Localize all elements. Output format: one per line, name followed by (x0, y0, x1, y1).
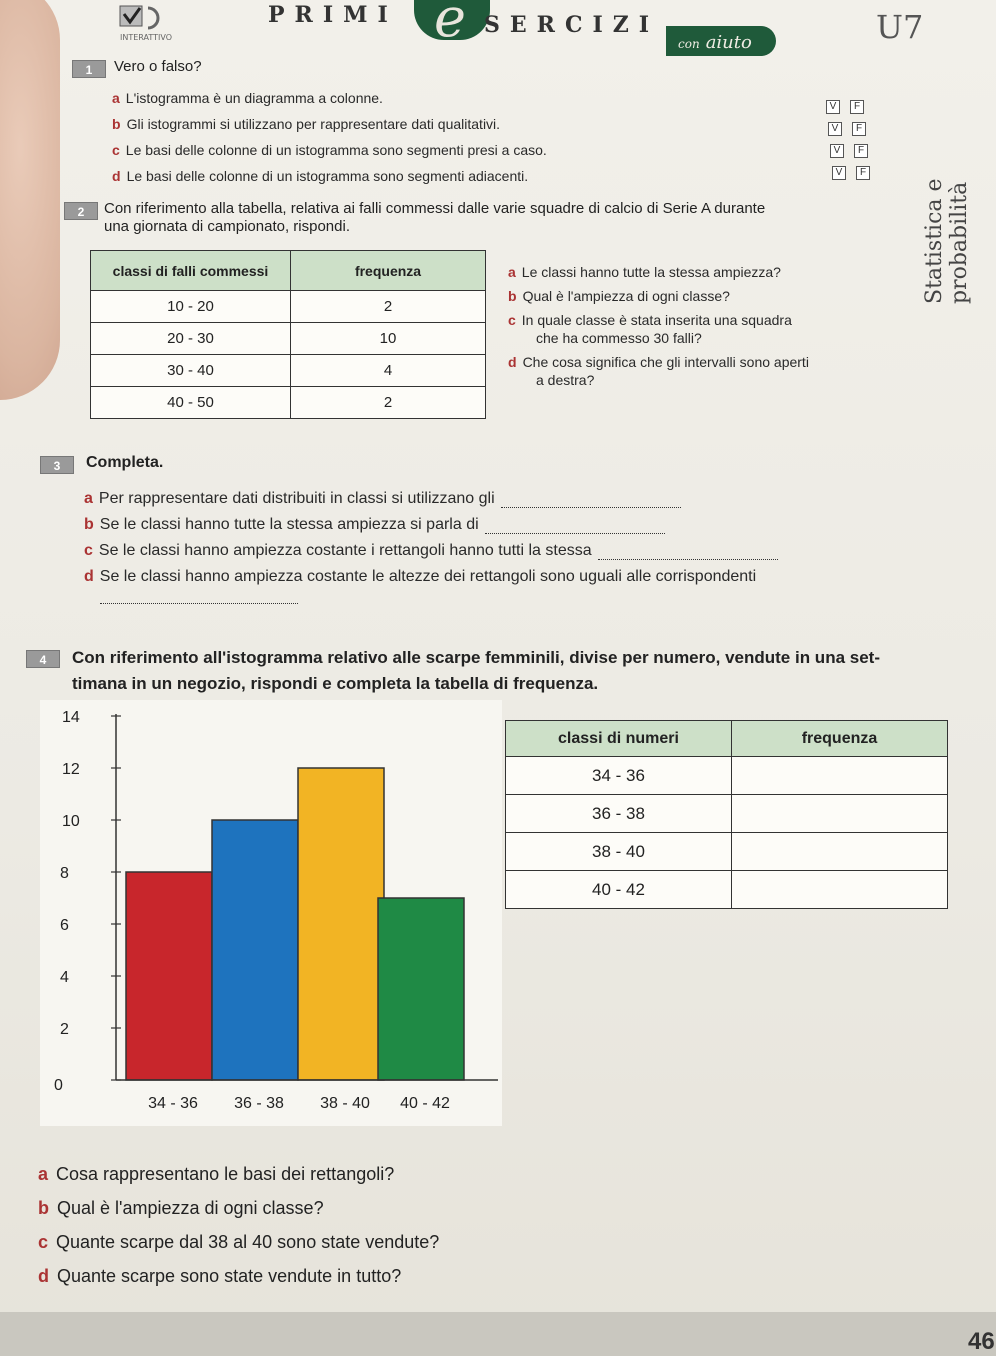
ex2-question-letter: c (508, 312, 516, 328)
ex1-item-letter: c (112, 142, 120, 158)
table-row (506, 871, 948, 909)
ex2-question-text-cont: che ha commesso 30 falli? (536, 330, 702, 346)
ex1-item (112, 168, 528, 184)
ex4-question-text: Quante scarpe dal 38 al 40 sono state vendute? (56, 1232, 440, 1252)
ex4-question-text: Cosa rappresentano le basi dei rettangoli? (56, 1164, 395, 1184)
ex3-title: Completa. (86, 454, 164, 471)
ex2-table (90, 250, 486, 419)
table-cell-frequency: 2 (291, 387, 486, 419)
y-tick-label: 10 (62, 813, 80, 830)
ex4-question-letter: b (38, 1198, 49, 1218)
ex1-item-letter: b (112, 116, 121, 132)
table-row (506, 795, 948, 833)
x-tick-label: 36 - 38 (234, 1095, 284, 1112)
ex2-question-text: Le classi hanno tutte la stessa ampiezza? (521, 264, 781, 280)
ex4-question (38, 1198, 324, 1219)
ex2-question-text: In quale classe è stata inserita una squadra (521, 312, 792, 328)
header-sercizi: SERCIZI (484, 12, 660, 38)
y-tick-label: 4 (60, 969, 69, 986)
header-con-aiuto: con aiuto (666, 26, 776, 56)
ex4-number: 4 (26, 650, 60, 668)
ex4-question-letter: a (38, 1164, 49, 1184)
y-tick-label: 6 (60, 917, 69, 934)
true-false-boxes (830, 144, 868, 158)
ex3-number: 3 (40, 456, 74, 474)
ex2-question-text: Qual è l'ampiezza di ogni classe? (522, 288, 730, 304)
histogram-bar (298, 768, 384, 1080)
histogram-chart (40, 700, 502, 1126)
ex3-item-text: Per rappresentare dati distribuiti in classi si utilizzano gli (98, 490, 495, 507)
finger-shadow (0, 0, 60, 400)
ex4-header-frequenza: frequenza (732, 721, 948, 757)
ex3-item (84, 542, 778, 560)
table-cell-class: 34 - 36 (506, 757, 732, 795)
table-row (506, 757, 948, 795)
ex1-item-text: Gli istogrammi si utilizzano per rappresentare dati qualitativi. (126, 116, 501, 132)
ex1-number: 1 (72, 60, 106, 78)
page-bottom-strip (0, 1312, 996, 1356)
ex3-item-text: Se le classi hanno ampiezza costante le altezze dei rettangoli sono uguali alle corrispondenti (99, 568, 757, 585)
ex4-question-text: Qual è l'ampiezza di ogni classe? (57, 1198, 324, 1218)
ex2-header-frequenza: frequenza (291, 251, 486, 291)
page-number: 46 (968, 1328, 995, 1355)
x-tick-label: 34 - 36 (148, 1095, 198, 1112)
answer-blank[interactable] (501, 494, 681, 508)
ex4-question-letter: c (38, 1232, 49, 1252)
header-e-letter: e (434, 0, 466, 49)
ex1-item-letter: d (112, 168, 121, 184)
ex4-title-line2: timana in un negozio, rispondi e completa la tabella di frequenza. (72, 674, 599, 693)
true-box[interactable]: V (830, 144, 844, 158)
false-box[interactable]: F (854, 144, 868, 158)
ex4-question (38, 1164, 394, 1185)
table-cell-frequency-input[interactable] (732, 795, 948, 833)
unit-label: U7 (876, 8, 924, 46)
true-false-boxes (828, 122, 866, 136)
ex4-question-letter: d (38, 1266, 49, 1286)
table-cell-frequency-input[interactable] (732, 757, 948, 795)
table-cell-class: 38 - 40 (506, 833, 732, 871)
y-tick-label: 2 (60, 1021, 69, 1038)
histogram-bar (126, 872, 212, 1080)
y-tick-label: 0 (54, 1077, 63, 1094)
ex2-question-letter: a (508, 264, 516, 280)
ex2-question-text: Che cosa significa che gli intervalli sono aperti (522, 354, 809, 370)
ex1-item-text: Le basi delle colonne di un istogramma sono segmenti adiacenti. (126, 168, 529, 184)
answer-blank[interactable] (485, 520, 665, 534)
ex3-item (84, 568, 756, 586)
answer-blank[interactable] (100, 592, 298, 604)
histogram-bar (212, 820, 298, 1080)
x-tick-label: 40 - 42 (400, 1095, 450, 1112)
ex1-item (112, 142, 547, 158)
ex2-question (508, 354, 809, 370)
histogram-svg (40, 700, 502, 1126)
table-row (91, 291, 486, 323)
true-box[interactable]: V (832, 166, 846, 180)
histogram-bar (378, 898, 464, 1080)
table-cell-frequency: 2 (291, 291, 486, 323)
ex1-title: Vero o falso? (114, 58, 202, 75)
ex1-item (112, 116, 500, 132)
ex3-item-letter: d (84, 568, 94, 585)
false-box[interactable]: F (852, 122, 866, 136)
table-row (91, 323, 486, 355)
ex2-question-letter: b (508, 288, 517, 304)
table-cell-frequency: 4 (291, 355, 486, 387)
table-cell-class: 30 - 40 (91, 355, 291, 387)
ex3-item-text: Se le classi hanno ampiezza costante i rettangoli hanno tutti la stessa (98, 542, 592, 559)
ex4-title-line1: Con riferimento all'istogramma relativo alle scarpe femminili, divise per numero, vendute in una set- (72, 648, 880, 667)
table-row (91, 355, 486, 387)
ex2-question-text-cont: a destra? (536, 372, 595, 388)
side-section-title: Statistica e probabilità (922, 178, 972, 304)
ex4-header-classi: classi di numeri (506, 721, 732, 757)
ex2-number: 2 (64, 202, 98, 220)
ex2-title-line1: Con riferimento alla tabella, relativa ai falli commessi dalle varie squadre di calcio di Serie A durante (104, 200, 766, 217)
false-box[interactable]: F (856, 166, 870, 180)
table-cell-frequency: 10 (291, 323, 486, 355)
ex4-table (505, 720, 948, 909)
x-tick-label: 38 - 40 (320, 1095, 370, 1112)
table-row (91, 387, 486, 419)
ex2-title-line2: una giornata di campionato, rispondi. (104, 218, 350, 235)
ex1-item-letter: a (112, 90, 120, 106)
ex2-question (508, 312, 792, 328)
ex3-item-text: Se le classi hanno tutte la stessa ampiezza si parla di (99, 516, 479, 533)
svg-text:INTERATTIVO: INTERATTIVO (120, 33, 172, 42)
ex4-question (38, 1232, 439, 1253)
ex2-question (508, 264, 781, 280)
table-cell-class: 10 - 20 (91, 291, 291, 323)
y-tick-label: 12 (62, 761, 80, 778)
ex3-item (84, 490, 681, 508)
ex3-item-letter: a (84, 490, 93, 507)
header-primi: PRIMI (268, 2, 398, 28)
ex3-item-letter: b (84, 516, 94, 533)
interattivo-logo (118, 4, 176, 44)
ex4-question (38, 1266, 401, 1287)
ex2-question-letter: d (508, 354, 517, 370)
y-tick-label: 8 (60, 865, 69, 882)
ex1-item-text: Le basi delle colonne di un istogramma sono segmenti presi a caso. (125, 142, 547, 158)
table-cell-class: 40 - 50 (91, 387, 291, 419)
true-false-boxes (826, 100, 864, 114)
false-box[interactable]: F (850, 100, 864, 114)
true-box[interactable]: V (828, 122, 842, 136)
ex4-question-text: Quante scarpe sono state vendute in tutto? (57, 1266, 402, 1286)
true-false-boxes (832, 166, 870, 180)
table-cell-class: 20 - 30 (91, 323, 291, 355)
ex1-item-text: L'istogramma è un diagramma a colonne. (125, 90, 383, 106)
ex3-item-letter: c (84, 542, 93, 559)
table-cell-frequency-input[interactable] (732, 833, 948, 871)
ex3-item (84, 516, 665, 534)
table-cell-class: 36 - 38 (506, 795, 732, 833)
y-tick-label: 14 (62, 709, 80, 726)
ex2-header-classi: classi di falli commessi (91, 251, 291, 291)
table-cell-frequency-input[interactable] (732, 871, 948, 909)
answer-blank[interactable] (598, 546, 778, 560)
ex1-item (112, 90, 383, 106)
ex2-question (508, 288, 730, 304)
table-cell-class: 40 - 42 (506, 871, 732, 909)
true-box[interactable]: V (826, 100, 840, 114)
table-row (506, 833, 948, 871)
